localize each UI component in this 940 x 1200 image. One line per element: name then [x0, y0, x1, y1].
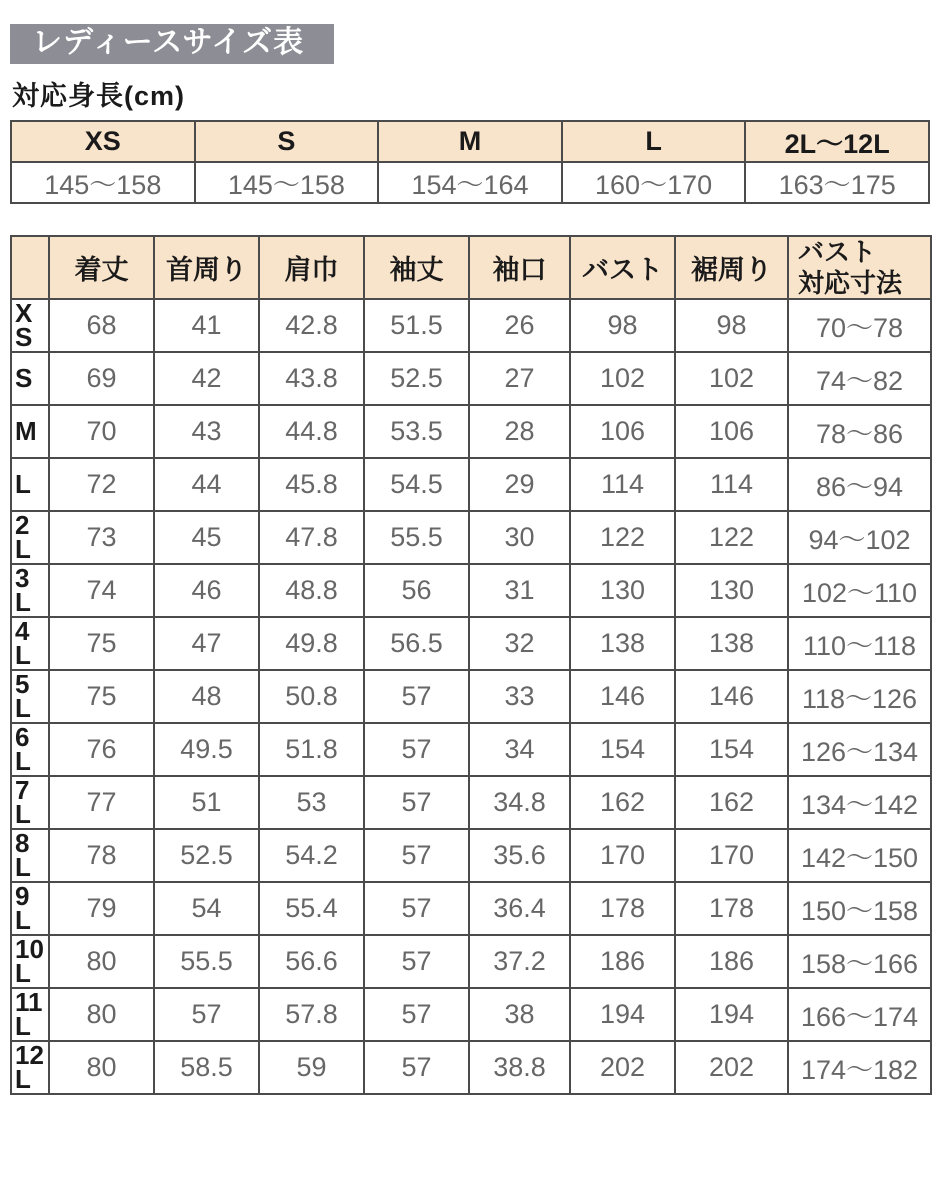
size-value-cell: 80	[49, 988, 154, 1041]
size-value-cell: 69	[49, 352, 154, 405]
table-row	[11, 935, 931, 988]
size-value-cell: 70	[49, 405, 154, 458]
col-header-shoulder: 肩巾	[259, 236, 364, 299]
size-value-cell: 146	[570, 670, 675, 723]
height-table	[10, 120, 930, 204]
size-value-cell: 37.2	[469, 935, 570, 988]
table-row	[11, 405, 931, 458]
size-value-cell: 114	[675, 458, 788, 511]
size-value-cell: 47	[154, 617, 259, 670]
size-value-cell: 146	[675, 670, 788, 723]
size-value-cell: 55.5	[154, 935, 259, 988]
size-value-cell: 106	[675, 405, 788, 458]
size-value-cell: 47.8	[259, 511, 364, 564]
size-value-cell: 54	[154, 882, 259, 935]
size-value-cell: 57	[364, 882, 469, 935]
size-value-cell: 178	[570, 882, 675, 935]
size-value-cell: 70〜78	[788, 299, 931, 352]
size-value-cell: 106	[570, 405, 675, 458]
size-value-cell: 102〜110	[788, 564, 931, 617]
bust-range-line1: バスト	[798, 237, 877, 267]
table-row	[11, 988, 931, 1041]
size-value-cell: 50.8	[259, 670, 364, 723]
size-value-cell: 57	[364, 829, 469, 882]
size-value-cell: 48	[154, 670, 259, 723]
size-value-cell: 75	[49, 617, 154, 670]
size-value-cell: 57	[364, 1041, 469, 1094]
size-value-cell: 33	[469, 670, 570, 723]
table-row	[11, 564, 931, 617]
row-size-label: S	[11, 352, 49, 405]
size-table-header-row	[11, 236, 931, 299]
height-table-header-row	[11, 121, 929, 162]
size-value-cell: 38.8	[469, 1041, 570, 1094]
col-header-bust: バスト	[570, 236, 675, 299]
row-size-label: M	[11, 405, 49, 458]
size-value-cell: 54.5	[364, 458, 469, 511]
size-value-cell: 59	[259, 1041, 364, 1094]
col-header-neck: 首周り	[154, 236, 259, 299]
size-value-cell: 48.8	[259, 564, 364, 617]
size-value-cell: 186	[675, 935, 788, 988]
size-value-cell: 150〜158	[788, 882, 931, 935]
size-value-cell: 44	[154, 458, 259, 511]
size-value-cell: 42	[154, 352, 259, 405]
size-value-cell: 80	[49, 1041, 154, 1094]
size-value-cell: 74〜82	[788, 352, 931, 405]
size-value-cell: 130	[570, 564, 675, 617]
size-value-cell: 53	[259, 776, 364, 829]
table-row	[11, 882, 931, 935]
size-value-cell: 57	[364, 723, 469, 776]
size-value-cell: 52.5	[364, 352, 469, 405]
height-col-l: L	[562, 121, 746, 162]
height-range-cell: 145〜158	[195, 162, 379, 203]
size-value-cell: 28	[469, 405, 570, 458]
size-value-cell: 170	[675, 829, 788, 882]
size-value-cell: 29	[469, 458, 570, 511]
size-value-cell: 38	[469, 988, 570, 1041]
size-value-cell: 73	[49, 511, 154, 564]
size-value-cell: 86〜94	[788, 458, 931, 511]
size-value-cell: 34.8	[469, 776, 570, 829]
size-value-cell: 51.5	[364, 299, 469, 352]
size-value-cell: 55.5	[364, 511, 469, 564]
height-col-xs: XS	[11, 121, 195, 162]
corner-cell	[11, 236, 49, 299]
size-value-cell: 55.4	[259, 882, 364, 935]
size-value-cell: 178	[675, 882, 788, 935]
size-value-cell: 57	[364, 776, 469, 829]
size-value-cell: 78	[49, 829, 154, 882]
page-title: レディースサイズ表	[32, 26, 305, 59]
size-value-cell: 162	[675, 776, 788, 829]
size-value-cell: 34	[469, 723, 570, 776]
table-row	[11, 670, 931, 723]
size-value-cell: 27	[469, 352, 570, 405]
size-value-cell: 166〜174	[788, 988, 931, 1041]
size-value-cell: 53.5	[364, 405, 469, 458]
size-value-cell: 79	[49, 882, 154, 935]
table-row	[11, 776, 931, 829]
size-value-cell: 118〜126	[788, 670, 931, 723]
size-value-cell: 56	[364, 564, 469, 617]
size-value-cell: 77	[49, 776, 154, 829]
row-size-label: 4 L	[11, 617, 49, 670]
size-value-cell: 94〜102	[788, 511, 931, 564]
row-size-label: X S	[11, 299, 49, 352]
size-value-cell: 98	[570, 299, 675, 352]
size-value-cell: 98	[675, 299, 788, 352]
size-value-cell: 130	[675, 564, 788, 617]
size-value-cell: 41	[154, 299, 259, 352]
size-value-cell: 44.8	[259, 405, 364, 458]
size-value-cell: 142〜150	[788, 829, 931, 882]
row-size-label: 10 L	[11, 935, 49, 988]
size-value-cell: 51	[154, 776, 259, 829]
size-value-cell: 102	[570, 352, 675, 405]
size-value-cell: 122	[570, 511, 675, 564]
size-value-cell: 202	[675, 1041, 788, 1094]
row-size-label: 8 L	[11, 829, 49, 882]
size-value-cell: 75	[49, 670, 154, 723]
size-value-cell: 126〜134	[788, 723, 931, 776]
size-value-cell: 186	[570, 935, 675, 988]
row-size-label: 6 L	[11, 723, 49, 776]
height-range-cell: 160〜170	[562, 162, 746, 203]
size-value-cell: 138	[675, 617, 788, 670]
table-row	[11, 511, 931, 564]
height-col-m: M	[378, 121, 562, 162]
row-size-label: 12 L	[11, 1041, 49, 1094]
size-value-cell: 134〜142	[788, 776, 931, 829]
table-row	[11, 299, 931, 352]
size-value-cell: 57	[364, 670, 469, 723]
size-value-cell: 56.6	[259, 935, 364, 988]
size-value-cell: 49.8	[259, 617, 364, 670]
size-value-cell: 35.6	[469, 829, 570, 882]
row-size-label: L	[11, 458, 49, 511]
size-value-cell: 174〜182	[788, 1041, 931, 1094]
size-value-cell: 46	[154, 564, 259, 617]
table-row	[11, 617, 931, 670]
size-value-cell: 74	[49, 564, 154, 617]
height-range-cell: 163〜175	[745, 162, 929, 203]
table-row	[11, 829, 931, 882]
size-value-cell: 114	[570, 458, 675, 511]
size-value-cell: 30	[469, 511, 570, 564]
size-value-cell: 78〜86	[788, 405, 931, 458]
size-value-cell: 72	[49, 458, 154, 511]
height-range-cell: 154〜164	[378, 162, 562, 203]
col-header-cuff: 袖口	[469, 236, 570, 299]
col-header-body-length: 着丈	[49, 236, 154, 299]
size-value-cell: 202	[570, 1041, 675, 1094]
row-size-label: 11 L	[11, 988, 49, 1041]
size-value-cell: 194	[675, 988, 788, 1041]
row-size-label: 7 L	[11, 776, 49, 829]
size-value-cell: 36.4	[469, 882, 570, 935]
size-value-cell: 158〜166	[788, 935, 931, 988]
size-value-cell: 43	[154, 405, 259, 458]
size-value-cell: 162	[570, 776, 675, 829]
row-size-label: 9 L	[11, 882, 49, 935]
height-col-s: S	[195, 121, 379, 162]
size-value-cell: 54.2	[259, 829, 364, 882]
height-table-value-row	[11, 162, 929, 203]
size-value-cell: 68	[49, 299, 154, 352]
size-value-cell: 194	[570, 988, 675, 1041]
row-size-label: 2 L	[11, 511, 49, 564]
size-value-cell: 76	[49, 723, 154, 776]
size-value-cell: 154	[570, 723, 675, 776]
size-value-cell: 26	[469, 299, 570, 352]
table-row	[11, 352, 931, 405]
size-value-cell: 57	[154, 988, 259, 1041]
page-title-bar	[10, 24, 334, 64]
size-table-body	[11, 299, 931, 1094]
table-row	[11, 723, 931, 776]
table-row	[11, 1041, 931, 1094]
row-size-label: 5 L	[11, 670, 49, 723]
size-value-cell: 56.5	[364, 617, 469, 670]
size-value-cell: 57	[364, 935, 469, 988]
size-value-cell: 49.5	[154, 723, 259, 776]
size-value-cell: 138	[570, 617, 675, 670]
size-value-cell: 58.5	[154, 1041, 259, 1094]
size-value-cell: 31	[469, 564, 570, 617]
size-value-cell: 110〜118	[788, 617, 931, 670]
size-value-cell: 45	[154, 511, 259, 564]
height-range-cell: 145〜158	[11, 162, 195, 203]
size-table	[10, 235, 932, 1095]
col-header-hem: 裾周り	[675, 236, 788, 299]
size-value-cell: 43.8	[259, 352, 364, 405]
size-value-cell: 52.5	[154, 829, 259, 882]
height-col-2l-12l: 2L〜12L	[745, 121, 929, 162]
size-value-cell: 42.8	[259, 299, 364, 352]
size-value-cell: 57.8	[259, 988, 364, 1041]
size-value-cell: 102	[675, 352, 788, 405]
col-header-sleeve-length: 袖丈	[364, 236, 469, 299]
size-value-cell: 57	[364, 988, 469, 1041]
size-value-cell: 45.8	[259, 458, 364, 511]
size-value-cell: 51.8	[259, 723, 364, 776]
size-value-cell: 122	[675, 511, 788, 564]
size-value-cell: 32	[469, 617, 570, 670]
col-header-bust-range	[788, 236, 931, 299]
bust-range-line2: 対応寸法	[798, 267, 903, 298]
table-row	[11, 458, 931, 511]
row-size-label: 3 L	[11, 564, 49, 617]
size-value-cell: 170	[570, 829, 675, 882]
height-section-label: 対応身長(cm)	[12, 81, 186, 111]
size-value-cell: 80	[49, 935, 154, 988]
size-value-cell: 154	[675, 723, 788, 776]
